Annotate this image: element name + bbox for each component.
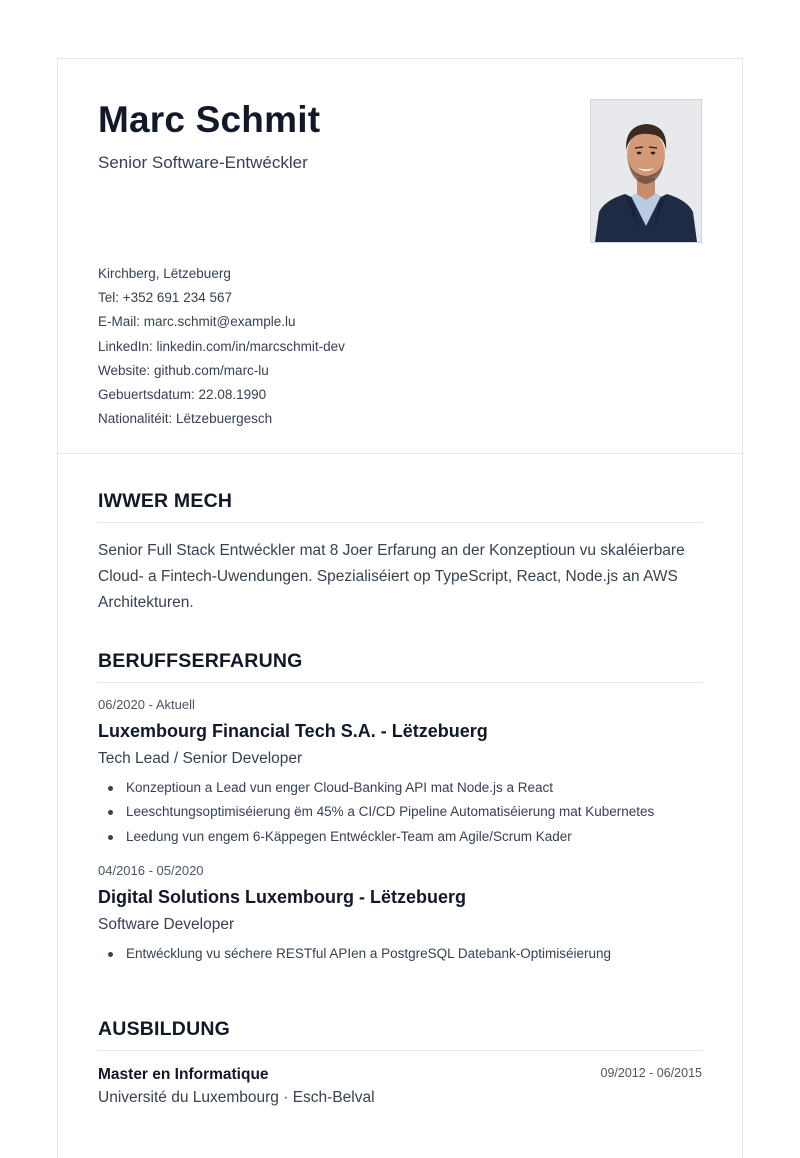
education-entry bbox=[98, 1066, 702, 1107]
candidate-name: Marc Schmit bbox=[98, 99, 321, 140]
job-role: Tech Lead / Senior Developer bbox=[98, 750, 303, 767]
contact-website[interactable]: Website: github.com/marc-lu bbox=[98, 362, 269, 378]
list-item: Konzeptioun a Lead vun enger Cloud-Banking API mat Node.js a React bbox=[98, 776, 702, 800]
profile-summary: Senior Full Stack Entwéckler mat 8 Joer Erfarung an der Konzeptioun vu skaléierbare Cloud- a Fintech-Uwendungen. Spezialiséiert op TypeScript, React, Node.js an AWS Architekturen. bbox=[98, 542, 685, 611]
contact-birthdate: Gebuertsdatum: 22.08.1990 bbox=[98, 387, 267, 403]
list-item: Leedung vun engem 6-Käppegen Entwéckler-Team am Agile/Scrum Kader bbox=[98, 825, 702, 849]
education-section bbox=[98, 1018, 702, 1107]
contact-location: Kirchberg, Lëtzebuerg bbox=[98, 266, 231, 281]
job-entry bbox=[98, 863, 702, 966]
portrait-image bbox=[591, 100, 701, 242]
job-entry bbox=[98, 697, 702, 849]
list-item: Entwécklung vu séchere RESTful APIen a PostgreSQL Datebank-Optimiséierung bbox=[98, 942, 702, 966]
section-title: AUSBILDUNG bbox=[98, 1018, 702, 1051]
experience-section bbox=[98, 650, 702, 966]
profile-photo bbox=[590, 99, 702, 243]
section-title: BERUFFSERFARUNG bbox=[98, 650, 702, 683]
resume-page bbox=[57, 58, 743, 1158]
job-bullets bbox=[98, 776, 702, 849]
resume-header bbox=[58, 59, 742, 454]
job-role: Software Developer bbox=[98, 915, 235, 933]
education-date: 09/2012 - 06/2015 bbox=[600, 1066, 702, 1080]
job-date: 06/2020 - Aktuell bbox=[98, 697, 195, 712]
contact-list bbox=[98, 262, 345, 431]
education-degree: Master en Informatique bbox=[98, 1066, 269, 1083]
contact-linkedin[interactable]: LinkedIn: linkedin.com/in/marcschmit-dev bbox=[98, 338, 345, 354]
contact-nationality: Nationalitéit: Lëtzebuergesch bbox=[98, 411, 273, 427]
candidate-headline: Senior Software-Entwéckler bbox=[98, 153, 308, 172]
job-date: 04/2016 - 05/2020 bbox=[98, 862, 204, 878]
education-school: Université du Luxembourg · Esch-Belval bbox=[98, 1089, 375, 1106]
contact-email[interactable]: E-Mail: marc.schmit@example.lu bbox=[98, 314, 296, 330]
job-bullets bbox=[98, 942, 702, 966]
section-title: IWWER MECH bbox=[98, 490, 702, 523]
contact-phone: Tel: +352 691 234 567 bbox=[98, 290, 232, 306]
job-company: Digital Solutions Luxembourg - Lëtzebuerg bbox=[98, 886, 467, 907]
job-company: Luxembourg Financial Tech S.A. - Lëtzebuerg bbox=[98, 721, 488, 741]
list-item: Leeschtungsoptimiséierung ëm 45% a CI/CD Pipeline Automatiséierung mat Kubernetes bbox=[98, 800, 702, 824]
profile-section bbox=[98, 490, 702, 616]
